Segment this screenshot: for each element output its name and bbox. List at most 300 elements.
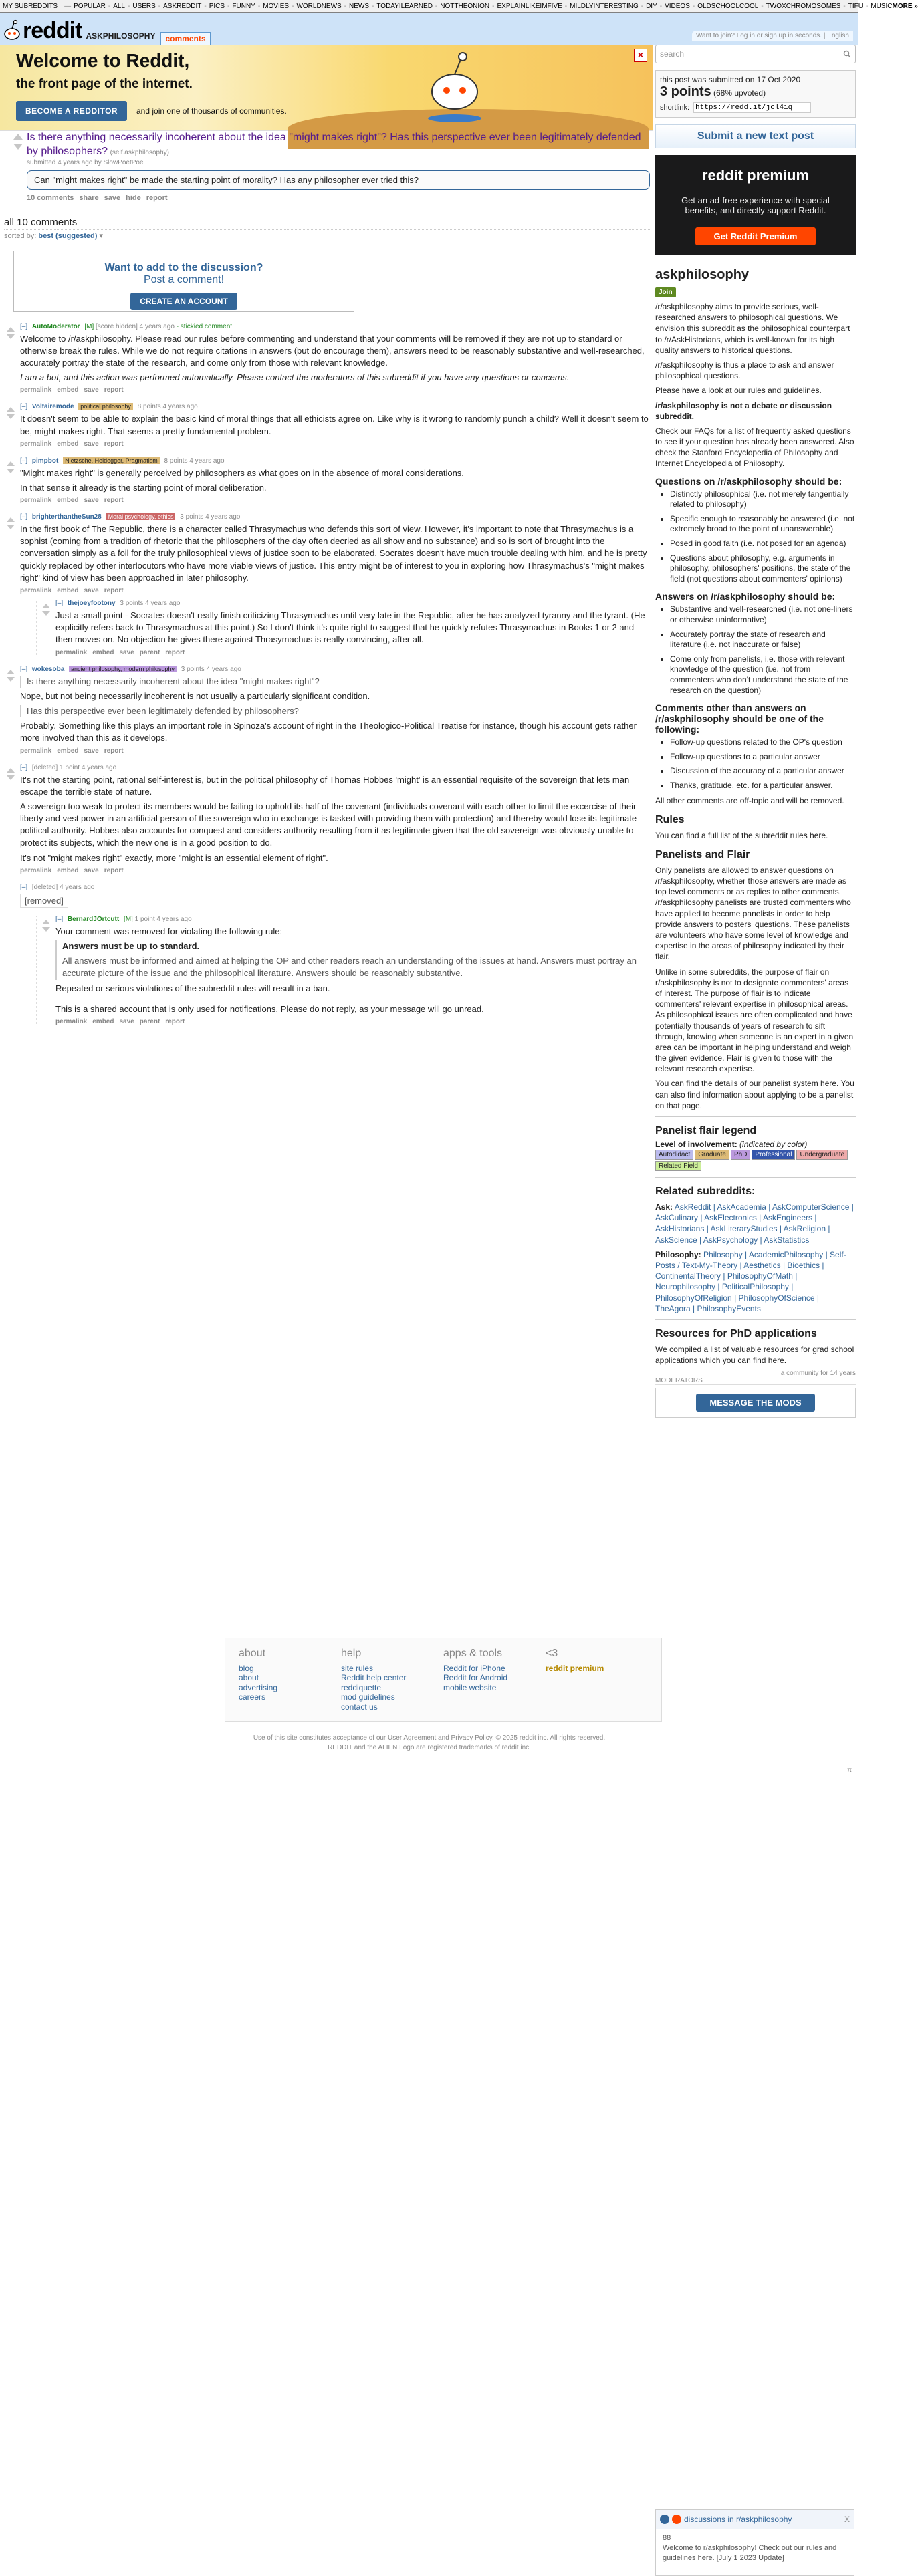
phd-resources-heading: Resources for PhD applications	[655, 1327, 817, 1339]
comment-tagline	[55, 916, 650, 923]
footer-link[interactable]: careers	[239, 1692, 266, 1702]
comment-paragraph: A sovereign too weak to protect its members would be failing to uphold its half of the covenant (individuals covenant with each other to limit the excercise of their liberty and vest power in an artificial person of the sovereign who in exchange is tasked with providing them with protection) and thereby would lose its legitimate political authority. Hobbes also accounts for conquest and considers authority resulting from it as legitimate given that the old sovereign was obviously unable to protect its subjects, which the new one is in a good position to do.	[20, 801, 637, 848]
comment-score: [score hidden]	[96, 322, 138, 330]
top-subreddit-bar	[0, 0, 918, 13]
mod-badge: [M]	[84, 322, 94, 330]
footer-link[interactable]: reddit premium	[546, 1664, 604, 1673]
post-tagline: submitted 4 years ago by SlowPoetPoe	[27, 158, 144, 166]
footer-link[interactable]: Reddit for iPhone	[443, 1664, 505, 1673]
chevron-down-icon[interactable]: ▾	[99, 231, 103, 240]
comment-action-link[interactable]: save	[84, 587, 99, 595]
separator: -	[257, 2, 261, 10]
chat-count: 88	[663, 2534, 671, 2542]
footer-link[interactable]: advertising	[239, 1682, 278, 1692]
comment-time: 4 years ago	[189, 457, 225, 465]
list-item: • Thanks, gratitude, etc. for a particular answer.	[670, 781, 856, 791]
comment-action-link[interactable]: report	[104, 440, 124, 448]
post-info-box	[655, 70, 856, 118]
comment-paragraph: Your comment was removed for violating the following rule:	[55, 926, 283, 936]
separator: -	[761, 2, 764, 10]
topbar-link[interactable]: EXPLAINLIKEIMFIVE	[497, 2, 562, 10]
panelists-text-3: You can find the details of our panelist system here. You can also find information about applying to be a panelist on that page.	[655, 1079, 854, 1110]
chat-title[interactable]: discussions in r/askphilosophy	[684, 2515, 792, 2524]
comment-action-link[interactable]: embed	[92, 1017, 114, 1025]
not-debate-note: /r/askphilosophy is not a debate or discussion subreddit.	[655, 400, 832, 421]
flair-legend-heading: Panelist flair legend	[655, 1125, 757, 1136]
comment-action-link[interactable]: permalink	[20, 386, 52, 394]
search-icon[interactable]	[843, 50, 851, 58]
comment-tagline	[20, 884, 650, 891]
welcome-banner	[0, 45, 653, 131]
sidebar-intro-3: Please have a look at our rules and guidelines.	[655, 386, 822, 396]
upvote-icon[interactable]	[7, 461, 15, 466]
post-action-link[interactable]: 10 comments	[27, 193, 74, 202]
footer-link[interactable]: site rules	[341, 1664, 374, 1673]
upvote-icon[interactable]	[13, 134, 23, 140]
comment-body	[20, 333, 650, 384]
downvote-icon[interactable]	[7, 334, 15, 339]
main-content	[4, 131, 650, 1035]
topbar-link[interactable]: NOTTHEONION	[440, 2, 490, 10]
rules-heading: Rules	[655, 813, 685, 825]
search-field[interactable]	[655, 45, 856, 63]
comment-action-link[interactable]: permalink	[20, 866, 52, 874]
comment-action-link[interactable]: save	[119, 648, 134, 656]
flair-legend	[655, 1149, 856, 1172]
related-subreddits-heading: Related subreddits:	[655, 1186, 756, 1197]
premium-description: Get an ad-free experience with special benefits, and directly support Reddit.	[681, 195, 830, 215]
comment-action-link[interactable]: permalink	[55, 1017, 88, 1025]
ask-label: Ask:	[655, 1202, 673, 1212]
footer-link[interactable]: about	[239, 1673, 259, 1683]
separator: -	[227, 2, 230, 10]
separator: -	[692, 2, 695, 10]
topbar-link[interactable]: DIY	[646, 2, 657, 10]
post-buttons	[27, 194, 650, 202]
comment	[39, 916, 650, 1025]
comment	[4, 884, 650, 1025]
tab-comments[interactable]: comments	[160, 32, 210, 45]
topbar-link[interactable]: FUNNY	[232, 2, 255, 10]
topbar-link[interactable]: POPULAR	[74, 2, 106, 10]
chat-body	[656, 2529, 854, 2567]
upvote-icon[interactable]	[7, 407, 15, 412]
comment-action-link[interactable]: save	[84, 747, 99, 755]
shortlink-label: shortlink:	[660, 104, 690, 112]
message-mods-button[interactable]: MESSAGE THE MODS	[696, 1394, 814, 1412]
collapse-toggle[interactable]: [–]	[55, 915, 64, 923]
topbar-link[interactable]: VIDEOS	[665, 2, 690, 10]
topbar-link[interactable]: ALL	[113, 2, 125, 10]
separator: -	[564, 2, 568, 10]
rule-title: Answers must be up to standard.	[62, 941, 200, 952]
comment-paragraph: I am a bot, and this action was performed automatically. Please contact the moderators of this subreddit if you have any questions or concerns.	[20, 372, 570, 383]
link-post	[4, 131, 650, 202]
comment-time: 4 years ago	[162, 403, 198, 411]
comment-tagline	[20, 513, 650, 521]
stickied-label: - stickied comment	[176, 322, 233, 330]
post-action-link[interactable]: share	[79, 193, 99, 202]
moderators-box	[655, 1388, 856, 1418]
comment-action-link[interactable]: save	[84, 866, 99, 874]
other-comments-heading: Comments other than answers on /r/askphilosophy should be one of the following:	[655, 702, 824, 735]
comment-author[interactable]: wokesoba	[31, 665, 65, 673]
footer-link[interactable]: mod guidelines	[341, 1692, 395, 1702]
comment-time: 4 years ago	[139, 322, 175, 330]
get-premium-button[interactable]: Get Reddit Premium	[695, 227, 816, 245]
my-subreddits-dropdown[interactable]: MY SUBREDDITS	[3, 2, 58, 10]
list-item: • Posed in good faith (i.e. not posed for an agenda)	[670, 539, 856, 549]
separator: -	[158, 2, 161, 10]
chat-icon	[660, 2515, 669, 2524]
reddit-logo[interactable]	[3, 19, 82, 45]
answers-list	[655, 604, 856, 696]
rules-text: You can find a full list of the subreddit rules here.	[655, 830, 828, 840]
footer-heading: about	[239, 1648, 266, 1659]
footer-column	[546, 1648, 648, 1712]
upvote-icon[interactable]	[7, 327, 15, 332]
collapse-toggle[interactable]: [–]	[55, 600, 64, 608]
upvote-icon[interactable]	[7, 768, 15, 773]
topbar-link[interactable]: MILDLYINTERESTING	[570, 2, 639, 10]
sort-label: sorted by:	[4, 231, 37, 240]
footer-column	[443, 1648, 546, 1712]
other-comments-list	[655, 737, 856, 791]
comment-tagline	[20, 666, 650, 673]
welcome-subtitle: the front page of the internet.	[16, 77, 193, 91]
subreddit-title[interactable]: askphilosophy	[655, 267, 750, 282]
blockquote: Is there anything necessarily incoherent about the idea "might makes right"?	[20, 676, 650, 688]
downvote-icon[interactable]	[7, 677, 15, 682]
downvote-icon[interactable]	[7, 775, 15, 780]
flair-legend-item: Related Field	[655, 1161, 701, 1171]
topbar-link[interactable]: PICS	[209, 2, 225, 10]
comment-action-link[interactable]: report	[104, 587, 124, 595]
comment-action-link[interactable]: report	[165, 648, 185, 656]
comment-action-link[interactable]: save	[84, 497, 99, 505]
comment-buttons	[55, 1018, 650, 1025]
shortlink-input[interactable]	[693, 102, 811, 113]
downvote-icon[interactable]	[7, 525, 15, 529]
sort-dropdown[interactable]: best (suggested)	[38, 231, 98, 240]
flair-legend-item: Graduate	[695, 1150, 729, 1160]
sidebar-intro-2: /r/askphilosophy is thus a place to ask and answer philosophical questions.	[655, 360, 834, 381]
discussion-question: Want to add to the discussion?	[104, 261, 263, 273]
comment-author[interactable]: brighterthantheSun28	[31, 513, 102, 521]
user-flair: Nietzsche, Heidegger, Pragmatism	[63, 457, 160, 464]
downvote-icon[interactable]	[42, 611, 50, 616]
comment-vote-arrows	[7, 768, 15, 780]
close-chat-icon[interactable]: X	[844, 2515, 850, 2524]
comment-paragraph: In the first book of The Republic, there is a character called Thrasymachus who defends this sort of view. However, it's important to note that Thrasymachus is a sophist (coming from a tradition of rhetoric that the philosophers of the day often decried as all show and no substance) and so is sort of brought into the conversation simply as a foil for the truly philosophical views of justice soon to be elaborated. Socrates doesn't have much trouble dealing with him, and he is pretty quickly replaced by other interlocutors who have more viable views of justice. This entry might be of interest to you in exploring how Thrasymachus's "might makes right" kind of view has been approached in later philosophy.	[20, 524, 647, 583]
flair-legend-item: Undergraduate	[796, 1150, 848, 1160]
comment-score: 1 point	[134, 915, 155, 923]
footer-link[interactable]: Reddit help center	[341, 1673, 407, 1683]
become-redditor-button[interactable]: BECOME A REDDITOR	[16, 101, 127, 121]
submit-text-post-button[interactable]: Submit a new text post	[655, 124, 856, 148]
post-comment-link[interactable]: Post a comment!	[143, 273, 225, 285]
comment-action-link[interactable]: report	[165, 1017, 185, 1025]
footer-link[interactable]: blog	[239, 1664, 254, 1673]
footer-link[interactable]: contact us	[341, 1702, 378, 1712]
separator: -	[641, 2, 644, 10]
footer-column	[239, 1648, 341, 1712]
collapse-toggle[interactable]: [–]	[20, 457, 28, 465]
join-button[interactable]: Join	[655, 287, 676, 297]
chat-message: Welcome to r/askphilosophy! Check out our rules and guidelines here. [July 1 2023 Update]	[663, 2543, 837, 2562]
collapse-toggle[interactable]: [–]	[20, 322, 28, 330]
topbar-link[interactable]: NEWS	[349, 2, 370, 10]
user-flair: ancient philosophy, modern philosophy	[69, 666, 177, 672]
comment-author[interactable]: AutoModerator	[31, 322, 80, 330]
comment-buttons	[20, 440, 650, 448]
downvote-icon[interactable]	[42, 927, 50, 932]
comment-action-link[interactable]: permalink	[20, 747, 52, 755]
comment-action-link[interactable]: report	[104, 747, 124, 755]
pi-link[interactable]: π	[847, 1767, 852, 1774]
footer-column	[341, 1648, 443, 1712]
comment	[4, 666, 650, 755]
post-action-link[interactable]: hide	[126, 193, 141, 202]
comment-action-link[interactable]: embed	[57, 386, 79, 394]
comment-vote-arrows	[7, 461, 15, 473]
close-banner-icon[interactable]: ×	[634, 49, 647, 62]
upvote-icon[interactable]	[7, 670, 15, 674]
comment-action-link[interactable]: embed	[57, 866, 79, 874]
topbar-link[interactable]: OLDSCHOOLCOOL	[697, 2, 759, 10]
upvote-ratio: (68% upvoted)	[713, 88, 766, 98]
sort-by	[4, 231, 650, 240]
legend-level-label: Level of involvement:	[655, 1140, 737, 1149]
comment-action-link[interactable]: permalink	[55, 648, 88, 656]
separator: -	[865, 2, 869, 10]
topbar-link[interactable]: MUSIC	[871, 2, 893, 10]
comment-action-link[interactable]: parent	[139, 648, 160, 656]
comment-score: 3 points	[180, 513, 204, 521]
footer-heading: apps & tools	[443, 1648, 503, 1659]
comment-buttons	[20, 747, 650, 755]
comment-paragraph: "Might makes right" is generally perceived by philosophers as what goes on in the absence of moral considerations.	[20, 467, 464, 478]
comment-action-link[interactable]: embed	[57, 497, 79, 505]
comment-body	[55, 610, 650, 646]
comment-time: 4 years ago	[205, 513, 241, 521]
list-item: • Follow-up questions related to the OP's question	[670, 737, 856, 748]
legal-line-1: Use of this site constitutes acceptance of our User Agreement and Privacy Policy. © 2025 reddit inc. All rights reserved.	[253, 1734, 606, 1742]
downvote-icon[interactable]	[7, 414, 15, 419]
comment-tagline	[20, 403, 650, 410]
separator: -	[843, 2, 846, 10]
comment-vote-arrows	[7, 670, 15, 682]
subreddit-name[interactable]: ASKPHILOSOPHY	[86, 31, 156, 41]
comment-action-link[interactable]: save	[119, 1017, 134, 1025]
comment-author[interactable]: pimpbot	[31, 457, 59, 465]
comment-action-link[interactable]: save	[84, 440, 99, 448]
post-action-link[interactable]: report	[146, 193, 168, 202]
collapse-toggle[interactable]: [–]	[20, 883, 28, 891]
community-age: a community for 14 years	[780, 1370, 856, 1378]
comment-time: 4 years ago	[206, 665, 241, 673]
separator: -	[435, 2, 438, 10]
topbar-link[interactable]: TWOXCHROMOSOMES	[766, 2, 841, 10]
separator: —	[64, 2, 72, 10]
collapse-toggle[interactable]: [–]	[20, 513, 28, 521]
blockquote: Has this perspective ever been legitimately defended by philosophers?	[20, 705, 650, 717]
footer	[225, 1638, 662, 1722]
upvote-icon[interactable]	[7, 517, 15, 522]
comment-action-link[interactable]: report	[104, 497, 124, 505]
upvote-icon[interactable]	[42, 604, 50, 608]
post-domain[interactable]: (self.askphilosophy)	[110, 148, 169, 156]
comment-paragraph: Nope, but not being necessarily incoherent is not usually a particularly significant condition.	[20, 690, 370, 701]
separator: -	[204, 2, 207, 10]
comment-author[interactable]: BernardJOrtcutt	[67, 915, 120, 923]
comment-body	[20, 774, 650, 864]
ask-subreddit-links[interactable]: AskReddit | AskAcademia | AskComputerScience | AskCulinary | AskElectronics | AskEngineers | AskHistorians | AskLiteraryStudies | AskReligion | AskScience | AskPsychology | AskStatistics	[655, 1202, 854, 1245]
comment-time: 4 years ago	[81, 763, 117, 771]
comment-action-link[interactable]: permalink	[20, 497, 52, 505]
flair-legend-item: Professional	[752, 1150, 795, 1160]
footer-link[interactable]: Reddit for Android	[443, 1673, 508, 1683]
comment-body	[55, 926, 650, 1015]
welcome-title: Welcome to Reddit,	[16, 50, 190, 71]
comment-action-link[interactable]: embed	[57, 587, 79, 595]
upvote-icon[interactable]	[42, 920, 50, 924]
all-comments-heading: all 10 comments	[4, 217, 650, 230]
flair-legend-item: Autodidact	[655, 1150, 693, 1160]
post-title[interactable]: Is there anything necessarily incoherent about the idea "might makes right"? Has this perspective ever been legitimately defended by philosophers?	[27, 132, 641, 157]
divider	[655, 1116, 856, 1117]
separator: -	[128, 2, 130, 10]
more-link[interactable]: MORE »	[892, 2, 918, 10]
chat-header[interactable]	[656, 2510, 854, 2529]
topbar-link[interactable]: ASKREDDIT	[163, 2, 202, 10]
phd-resources-text: We compiled a list of valuable resources for grad school applications which you can find here.	[655, 1344, 854, 1366]
comment-vote-arrows	[42, 920, 50, 932]
comment-paragraph: Repeated or serious violations of the subreddit rules will result in a ban.	[55, 983, 330, 993]
sidebar	[655, 45, 856, 1418]
comment-action-link[interactable]: report	[104, 386, 124, 394]
footer-link[interactable]: mobile website	[443, 1682, 497, 1692]
comment-paragraph: In that sense it already is the starting point of moral deliberation.	[20, 482, 267, 493]
login-signup-links[interactable]: Want to join? Log in or sign up in seconds. | English	[692, 31, 853, 41]
points: 3 points	[660, 84, 711, 99]
questions-list	[655, 489, 856, 585]
comment-tagline	[20, 457, 650, 465]
chat-notification-icon	[672, 2515, 681, 2524]
panelists-text-1: Only panelists are allowed to answer questions on /r/askphilosophy, whether those answers are made as top level comments or as replies to other comments. /r/askphilosophy panelists are trusted commenters who have applied to become panelists in order to help provide answers to posters' questions. These panelists are volunteers who have some level of knowledge and expertise in the areas of philosophy indicated by their flair.	[655, 865, 851, 962]
comment-action-link[interactable]: report	[104, 866, 124, 874]
comment-action-link[interactable]: embed	[57, 747, 79, 755]
child-comments	[36, 916, 650, 1025]
separator: -	[492, 2, 495, 10]
separator: -	[344, 2, 347, 10]
collapse-toggle[interactable]: [–]	[20, 763, 28, 771]
topbar-link[interactable]: USERS	[132, 2, 156, 10]
footer-heading: <3	[546, 1648, 558, 1659]
comment-action-link[interactable]: save	[84, 386, 99, 394]
separator: -	[108, 2, 111, 10]
comment-tagline	[20, 323, 650, 330]
comment-vote-arrows	[7, 407, 15, 419]
comment-paragraph: It's not the starting point, rational self-interest is, but in the political philosophy of Thomas Hobbes 'might' is an essential requisite of the sovereign that lets man escape the terrible state of nature.	[20, 774, 630, 797]
downvote-icon[interactable]	[7, 469, 15, 473]
footer-link[interactable]: reddiquette	[341, 1682, 382, 1692]
list-item: • Substantive and well-researched (i.e. not one-liners or otherwise uninformative)	[670, 604, 856, 625]
flair-legend-item: PhD	[731, 1150, 750, 1160]
questions-heading: Questions on /r/askphilosophy should be:	[655, 475, 842, 487]
comment-paragraph: This is a shared account that is only used for notifications. Please do not reply, as your message will go unread.	[55, 1003, 484, 1014]
comment-author[interactable]: Voltairemode	[31, 403, 74, 411]
topbar-link[interactable]: WORLDNEWS	[296, 2, 342, 10]
comment	[4, 513, 650, 656]
comment	[4, 403, 650, 447]
collapse-toggle[interactable]: [–]	[20, 403, 28, 411]
comment	[4, 764, 650, 874]
comment-action-link[interactable]: embed	[57, 440, 79, 448]
comment-paragraph: Just a small point - Socrates doesn't really finish criticizing Thrasymachus until very late in the Republic, after he has analyzed tyranny and the tyrant. (He explicitly refers back to Thrasymachus at this point.) So I don't think it's quite right to suggest that he quickly refutes Thrasymachus in Books 1 or 2 and then moves on. No objection he gives there against Thrasymachus is really convincing, after all.	[55, 610, 645, 645]
downvote-icon[interactable]	[13, 144, 23, 150]
topbar-link[interactable]: MOVIES	[263, 2, 290, 10]
faq-text: Check our FAQs for a list of frequently asked questions to see if your question has already been answered. Also check the Stanford Encyclopedia of Philosophy and Internet Encyclopedia of Philosophy.	[655, 426, 854, 469]
premium-logo: reddit premium	[701, 167, 810, 184]
footer-heading: help	[341, 1648, 362, 1659]
user-flair: political philosophy	[78, 403, 133, 410]
comment-action-link[interactable]: permalink	[20, 587, 52, 595]
comment-score: 3 points	[120, 600, 144, 608]
comment-prompt-box	[13, 251, 354, 312]
post-action-link[interactable]: save	[104, 193, 121, 202]
philosophy-subreddit-links[interactable]: Philosophy | AcademicPhilosophy | Self-Posts / Text-My-Theory | Aesthetics | Bioethics | ContinentalTheory | PhilosophyOfMath | Neurophilosophy | PoliticalPhilosophy | PhilosophyOfReligion | PhilosophyOfScience | TheAgora | PhilosophyEvents	[655, 1249, 846, 1313]
premium-ad[interactable]	[655, 155, 856, 255]
child-comments	[36, 600, 650, 656]
comment-paragraph: It's not "might makes right" exactly, more "might is an essential element of right".	[20, 852, 328, 863]
site-header	[0, 13, 858, 45]
snoo-surfing-illustration	[415, 51, 495, 125]
comment-score: 8 points	[164, 457, 188, 465]
panelists-heading: Panelists and Flair	[655, 848, 750, 860]
comment-action-link[interactable]: permalink	[20, 440, 52, 448]
comment-time: 4 years ago	[156, 915, 192, 923]
topbar-link[interactable]: TIFU	[848, 2, 863, 10]
rule-body: All answers must be informed and aimed at helping the OP and other readers reach an understanding of the issues at hand. Answers must portray an accurate picture of the issue and the philosophical literature. Answers should be reasonably substantive.	[62, 956, 637, 979]
comment-action-link[interactable]: embed	[92, 648, 114, 656]
comment-body	[20, 467, 650, 494]
list-item: • Questions about philosophy, e.g. arguments in philosophy, philosophers' positions, the state of the field (not questions about commenters' opinions)	[670, 553, 856, 585]
list-item: • Accurately portray the state of research and literature (i.e. not inaccurate or false)	[670, 630, 856, 650]
comment-score: 3 points	[181, 665, 205, 673]
reddit-wordmark: reddit	[23, 18, 82, 43]
collapse-toggle[interactable]: [–]	[20, 665, 28, 673]
post-selftext: Can "might makes right" be made the starting point of morality? Has any philosopher ever tried this?	[27, 170, 650, 190]
sidebar-intro-1: /r/askphilosophy aims to provide serious, well-researched answers to philosophical questions. We envision this subreddit as the philosophical counterpart to /r/AskHistorians, which is well-known for its high quality answers to historical questions.	[655, 302, 850, 355]
separator: -	[292, 2, 294, 10]
comment-buttons	[20, 867, 650, 874]
comment-vote-arrows	[7, 517, 15, 529]
comment-buttons	[20, 587, 650, 594]
comment-buttons	[20, 497, 650, 504]
philosophy-label: Philosophy:	[655, 1249, 701, 1259]
comment-author[interactable]: thejoeyfootony	[67, 600, 116, 608]
comment-body	[20, 413, 650, 437]
comment-action-link[interactable]: parent	[139, 1017, 160, 1025]
create-account-button[interactable]: CREATE AN ACCOUNT	[130, 293, 237, 310]
legal-text	[0, 1734, 858, 1775]
rule-quote	[55, 940, 650, 980]
divider	[655, 1319, 856, 1320]
topbar-link[interactable]: TODAYILEARNED	[376, 2, 433, 10]
comment	[4, 323, 650, 394]
comment-score: 8 points	[137, 403, 161, 411]
